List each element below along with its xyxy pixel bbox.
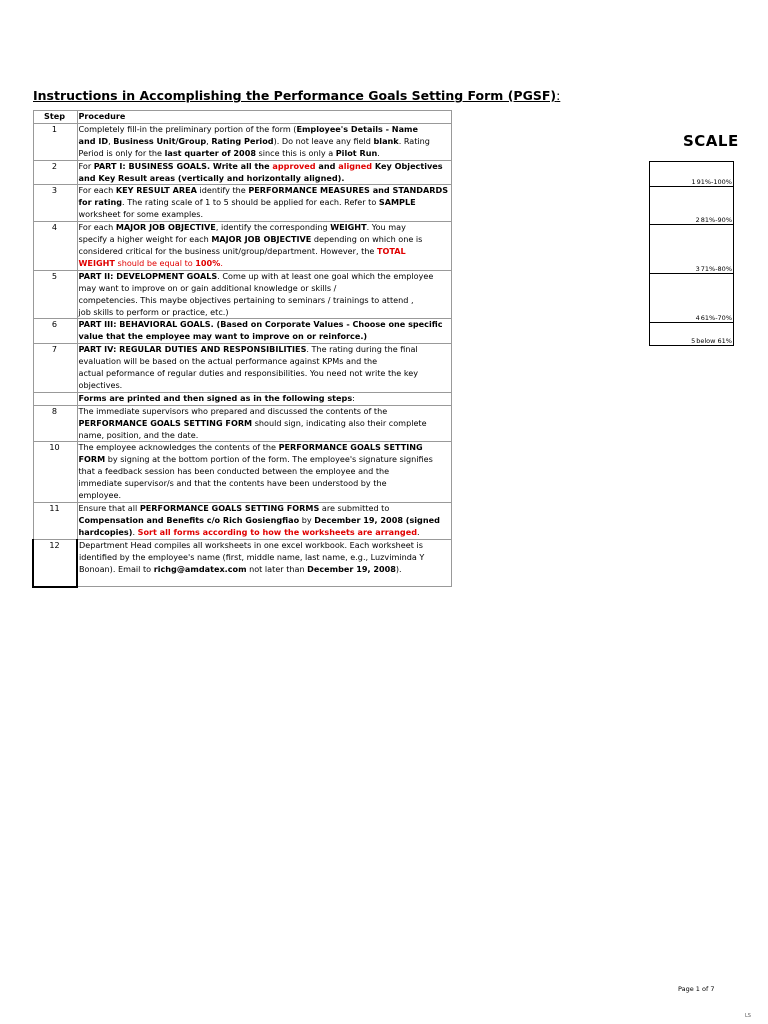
table-row (33, 123, 451, 160)
step-number: 2 (33, 160, 77, 185)
scale-row (650, 187, 734, 225)
table-row (33, 270, 451, 319)
procedure-header: Procedure (77, 111, 451, 124)
procedure-text: Completely fill-in the preliminary portion of the form (Employee's Details - Name and ID, Business Unit/Group, Rating Period). Do not leave any field blank. Rating Period is only for the last quarter of 2008 since this is only a Pilot Run. (77, 123, 451, 160)
scale-title: SCALE (683, 132, 739, 150)
table-row (33, 442, 451, 503)
step-number: 8 (33, 405, 77, 442)
procedure-text: The immediate supervisors who prepared and discussed the contents of the PERFORMANCE GOALS SETTING FORM should sign, indicating also their complete name, position, and the date. (77, 405, 451, 442)
step-number: 6 (33, 319, 77, 344)
scale-row (650, 274, 734, 323)
scale-row (650, 323, 734, 346)
table-row (33, 222, 451, 271)
rating-scale-table (649, 161, 734, 346)
page-title: Instructions in Accomplishing the Performance Goals Setting Form (PGSF): (33, 88, 561, 103)
step-number: 3 (33, 185, 77, 222)
scale-range: 61%-70% (700, 314, 732, 322)
step-number: 12 (33, 539, 77, 587)
procedure-text: For each KEY RESULT AREA identify the PERFORMANCE MEASURES and STANDARDS for rating. The rating scale of 1 to 5 should be applied for each. Refer to SAMPLE worksheet for some examples. (77, 185, 451, 222)
step-number: 4 (33, 222, 77, 271)
table-row (33, 344, 451, 393)
table-row (33, 160, 451, 185)
scale-level: 2 (695, 216, 700, 224)
scale-range: below 61% (696, 337, 732, 345)
table-row (33, 539, 451, 587)
table-row (33, 319, 451, 344)
corner-mark: LS (745, 1013, 751, 1019)
step-number: 7 (33, 344, 77, 393)
instructions-table (32, 110, 452, 588)
scale-level: 3 (695, 265, 700, 273)
table-header (33, 111, 451, 124)
procedure-text: Ensure that all PERFORMANCE GOALS SETTING FORMS are submitted to Compensation and Benefits c/o Rich Gosiengfiao by December 19, 2008 (signed hardcopies). Sort all forms according to how the worksheets are arranged. (77, 503, 451, 540)
procedure-text: PART IV: REGULAR DUTIES AND RESPONSIBILITIES. The rating during the final evaluation will be based on the actual performance against KPMs and the actual peformance of regular duties and responsibilities. You need not write the key objectives. (77, 344, 451, 393)
procedure-text: For each MAJOR JOB OBJECTIVE, identify the corresponding WEIGHT. You may specify a higher weight for each MAJOR JOB OBJECTIVE depending on which one is considered critical for the business unit/group/department. However, the TOTAL WEIGHT should be equal to 100%. (77, 222, 451, 271)
scale-level: 4 (695, 314, 700, 322)
table-row (33, 503, 451, 540)
step-number: 1 (33, 123, 77, 160)
procedure-text: The employee acknowledges the contents of the PERFORMANCE GOALS SETTING FORM by signing at the bottom portion of the form. The employee's signature signifies that a feedback session has been conducted between the employee and the immediate supervisor/s and that the contents have been understood by the employee. (77, 442, 451, 503)
scale-level: 5 (691, 337, 696, 345)
procedure-text: PART III: BEHAVIORAL GOALS. (Based on Corporate Values - Choose one specific value that the employee may want to improve on or reinforce.) (77, 319, 451, 344)
table-row (33, 405, 451, 442)
subheader-text: Forms are printed and then signed as in the following steps: (77, 392, 451, 405)
step-number: 5 (33, 270, 77, 319)
scale-row (650, 225, 734, 274)
scale-range: 81%-90% (700, 216, 732, 224)
procedure-text: Department Head compiles all worksheets in one excel workbook. Each worksheet is identified by the employee's name (first, middle name, last name, e.g., Luzviminda Y Bonoan). Email to richg@amdatex.com not later than December 19, 2008). (77, 539, 451, 587)
page-number: Page 1 of 7 (678, 985, 715, 993)
scale-row (650, 162, 734, 187)
step-number: 10 (33, 442, 77, 503)
procedure-text: For PART I: BUSINESS GOALS. Write all the approved and aligned Key Objectives and Key Result areas (vertically and horizontally aligned). (77, 160, 451, 185)
procedure-text: PART II: DEVELOPMENT GOALS. Come up with at least one goal which the employee may want to improve on or gain additional knowledge or skills / competencies. This maybe objectives pertaining to seminars / trainings to attend , job skills to perform or practice, etc.) (77, 270, 451, 319)
scale-range: 71%-80% (700, 265, 732, 273)
step-header: Step (33, 111, 77, 124)
scale-range: 91%-100% (696, 178, 732, 186)
step-number: 11 (33, 503, 77, 540)
scale-level: 1 (691, 178, 696, 186)
signing-steps-subheader (33, 392, 451, 405)
table-row (33, 185, 451, 222)
